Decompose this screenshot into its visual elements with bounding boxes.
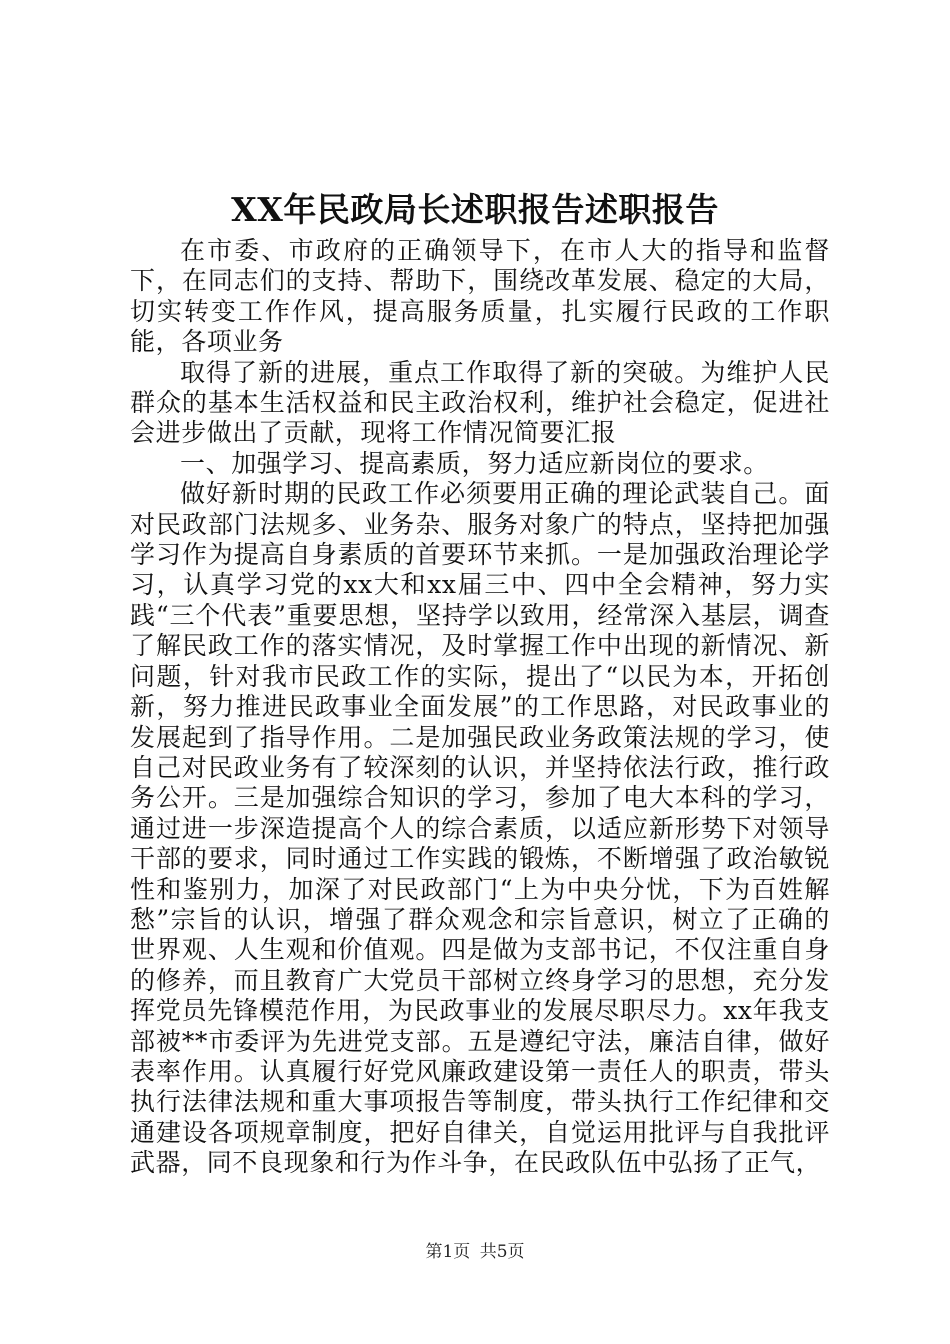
paragraph-study: 做好新时期的民政工作必须要用正确的理论武装自己。面对民政部门法规多、业务杂、服务对象广的特点，坚持把加强学习作为提高自身素质的首要环节来抓。一是加强政治理论学习，认真学习党的xx大和xx届三中、四中全会精神，努力实践“三个代表”重要思想，坚持学以致用，经常深入基层，调查了解民政工作的落实情况，及时掌握工作中出现的新情况、新问题，针对我市民政工作的实际，提出了“以民为本，开拓创新，努力推进民政事业全面发展”的工作思路，对民政事业的发展起到了指导作用。二是加强民政业务政策法规的学习，使自己对民政业务有了较深刻的认识，并坚持依法行政，推行政务公开。三是加强综合知识的学习，参加了电大本科的学习，通过进一步深造提高个人的综合素质，以适应新形势下对领导干部的要求，同时通过工作实践的锻炼，不断增强了政治敏锐性和鉴别力，加深了对民政部门“上为中央分忧，下为百姓解愁”宗旨的认识，增强了群众观念和宗旨意识，树立了正确的世界观、人生观和价值观。四是做为支部书记，不仅注重自身的修养，而且教育广大党员干部树立终身学习的思想，充分发挥党员先锋模范作用，为民政事业的发展尽职尽力。xx年我支部被**市委评为先进党支部。五是遵纪守法，廉洁自律，做好表率作用。认真履行好党风廉政建设第一责任人的职责，带头执行法律法规和重大事项报告等制度，带头执行工作纪律和交通建设各项规章制度，把好自律关，自觉运用批评与自我批评武器，同不良现象和行为作斗争，在民政队伍中弘扬了正气， [130,479,830,1178]
page-number-current: 第1页 [425,1242,471,1262]
section-heading-1: 一、加强学习、提高素质，努力适应新岗位的要求。 [180,448,769,478]
page-footer [0,1240,950,1264]
paragraph-intro: 在市委、市政府的正确领导下，在市人大的指导和监督下，在同志们的支持、帮助下，围绕改革发展、稳定的大局，切实转变工作作风，提高服务质量，扎实履行民政的工作职能，各项业务 [130,236,830,357]
document-body [130,236,830,1179]
document-title: XX年民政局长述职报告述职报告 [231,190,719,229]
paragraph-progress: 取得了新的进展，重点工作取得了新的突破。为维护人民群众的基本生活权益和民主政治权利，维护社会稳定，促进社会进步做出了贡献，现将工作情况简要汇报 [130,357,830,448]
page-number-total: 共5页 [479,1242,525,1262]
